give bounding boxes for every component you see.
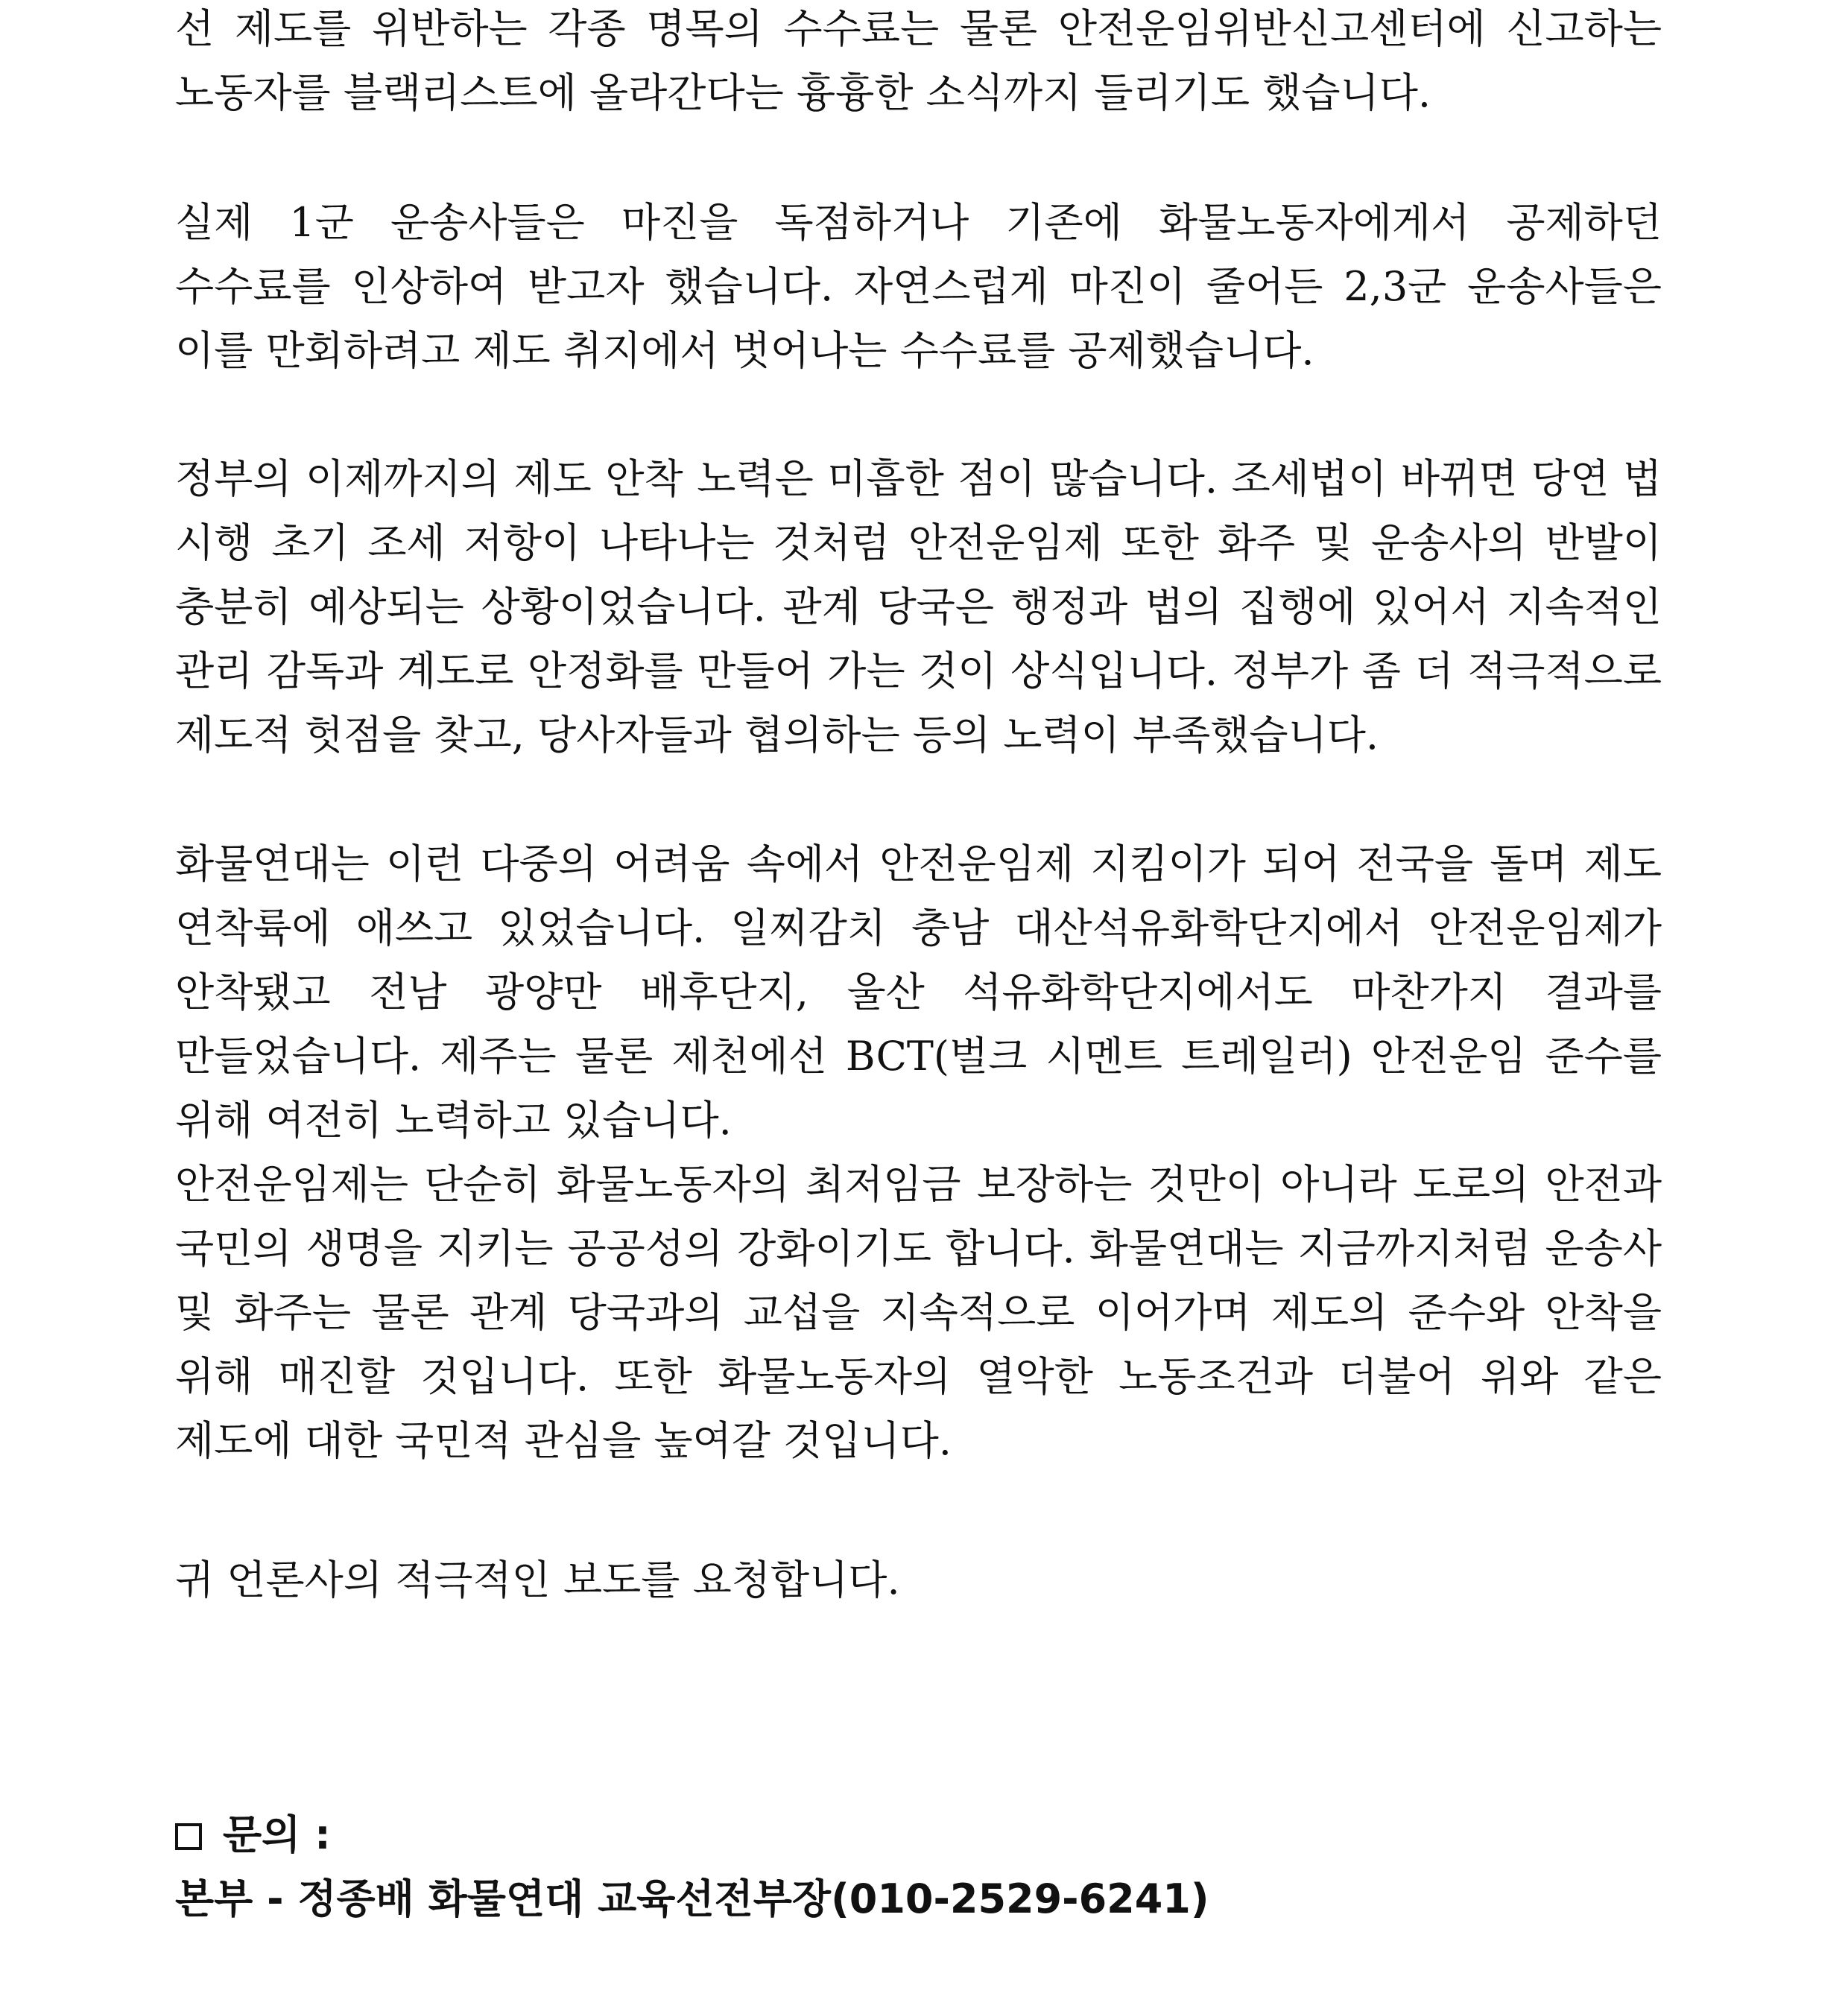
paragraph-cargo-solidarity-activities: 화물연대는 이런 다중의 어려움 속에서 안전운임제 지킴이가 되어 전국을 돌며 제도 연착륙에 애쓰고 있었습니다. 일찌감치 충남 대산석유화학단지에서 안전운임제가 안착됐고 전남 광양만 배후단지, 울산 석유화학단지에서도 마찬가지 결과를 만들었습니다. 제주는 물론 제천에선 BCT(벌크 시멘트 트레일러) 안전운임 준수를 위해 여전히 노력하고 있습니다. (175, 840, 1662, 1144)
paragraph-government-efforts: 정부의 이제까지의 제도 안착 노력은 미흡한 점이 많습니다. 조세법이 바뀌면 당연 법 시행 초기 조세 저항이 나타나는 것처럼 안전운임제 또한 화주 및 운송사의 반발이 충분히 예상되는 상황이었습니다. 관계 당국은 행정과 법의 집행에 있어서 지속적인 관리 감독과 계도로 안정화를 만들어 가는 것이 상식입니다. 정부가 좀 더 적극적으로 제도적 헛점을 찾고, 당사자들과 협의하는 등의 노력이 부족했습니다. (175, 455, 1662, 759)
contact-heading-text: 문의 : (223, 1811, 331, 1858)
paragraph-safe-freight-rates: 안전운임제는 단순히 화물노동자의 최저임금 보장하는 것만이 아니라 도로의 안전과 국민의 생명을 지키는 공공성의 강화이기도 합니다. 화물연대는 지금까지처럼 운송사 및 화주는 물론 관계 당국과의 교섭을 지속적으로 이어가며 제도의 준수와 안착을 위해 매진할 것입니다. 또한 화물노동자의 열악한 노동조건과 더불어 위와 같은 제도에 대한 국민적 관심을 높여갈 것입니다. (175, 1161, 1662, 1464)
checkbox-square-icon (175, 1823, 202, 1850)
contact-heading (175, 1803, 1662, 1867)
paragraph-fee-violations: 선 제도를 위반하는 각종 명목의 수수료는 물론 안전운임위반신고센터에 신고하는 노동자를 블랙리스트에 올라간다는 흉흉한 소식까지 들리기도 했습니다. (175, 5, 1662, 116)
paragraph-press-request: 귀 언론사의 적극적인 보도를 요청합니다. (175, 1556, 900, 1603)
paragraph-carrier-margins: 실제 1군 운송사들은 마진을 독점하거나 기존에 화물노동자에게서 공제하던 수수료를 인상하여 받고자 했습니다. 자연스럽게 마진이 줄어든 2,3군 운송사들은 이를 만회하려고 제도 취지에서 벗어나는 수수료를 공제했습니다. (175, 199, 1662, 374)
contact-info: 본부 - 정종배 화물연대 교육선전부장(010-2529-6241) (175, 1875, 1209, 1922)
